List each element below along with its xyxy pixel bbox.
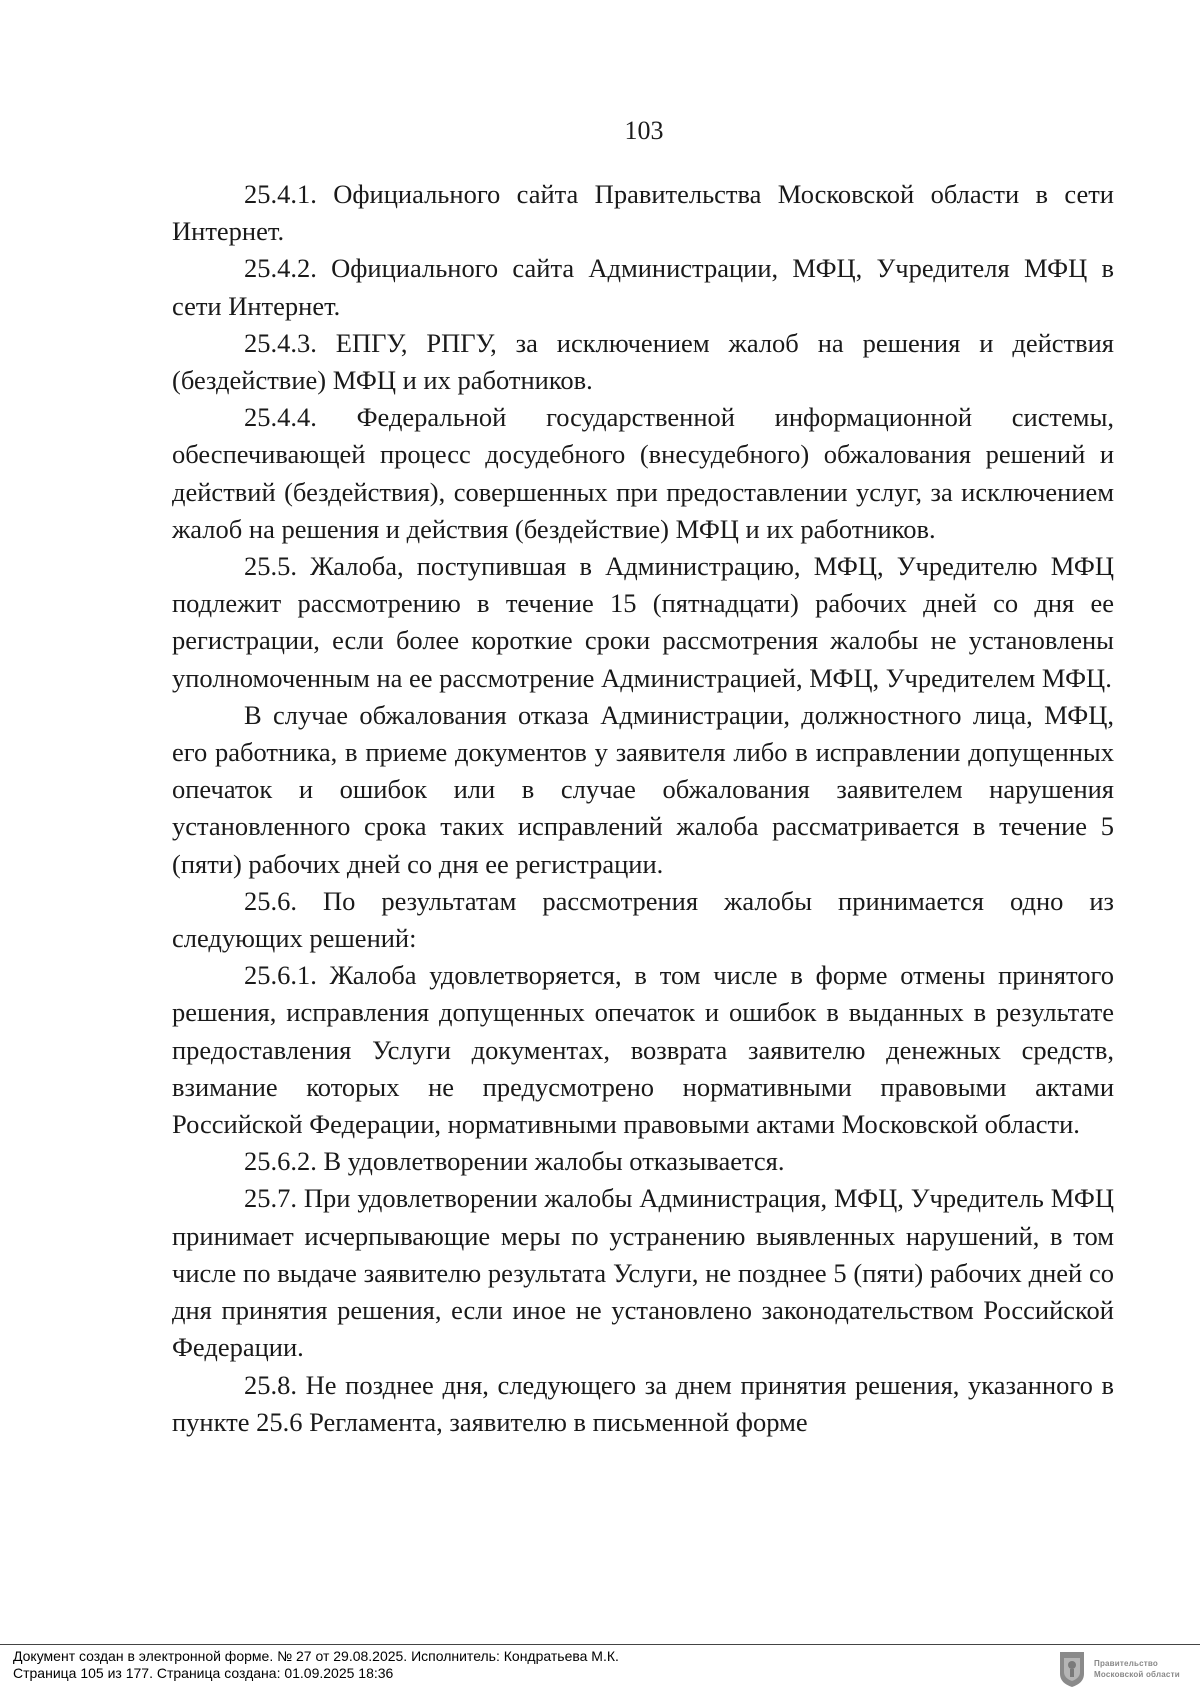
paragraph: В случае обжалования отказа Администрации, должностного лица, МФЦ, его работника, в приеме документов у заявителя либо в исправлении допущенных опечаток и ошибок или в случае обжалования заявителем нарушения установленного срока таких исправлений жалоба рассматривается в течение 5 (пяти) рабочих дней со дня ее регистрации. <box>172 699 1114 879</box>
footer-document-info: Документ создан в электронной форме. № 27 от 29.08.2025. Исполнитель: Кондратьева М.К. <box>13 1648 619 1664</box>
paragraph: 25.4.2. Официального сайта Администрации, МФЦ, Учредителя МФЦ в сети Интернет. <box>172 253 1114 321</box>
moscow-region-emblem-icon <box>1058 1650 1086 1688</box>
paragraph: 25.7. При удовлетворении жалобы Администрация, МФЦ, Учредитель МФЦ принимает исчерпывающие меры по устранению выявленных нарушений, в том числе по выдаче заявителю результата Услуги, не позднее 5 (пяти) рабочих дней со дня принятия решения, если иное не установлено законодательством Российской Федерации. <box>172 1183 1114 1363</box>
paragraph: 25.6. По результатам рассмотрения жалобы принимается одно из следующих решений: <box>172 885 1114 954</box>
paragraph: 25.4.3. ЕПГУ, РПГУ, за исключением жалоб на решения и действия (бездействие) МФЦ и их работников. <box>172 327 1114 396</box>
paragraph: 25.4.1. Официального сайта Правительства Московской области в сети Интернет. <box>172 179 1114 247</box>
government-logo <box>1058 1648 1196 1690</box>
footer-page-info: Страница 105 из 177. Страница создана: 01.09.2025 18:36 <box>13 1665 394 1681</box>
paragraph: 25.8. Не позднее дня, следующего за днем принятия решения, указанного в пункте 25.6 Регламента, заявителю в письменной форме <box>172 1369 1114 1437</box>
footer-divider <box>0 1644 1200 1645</box>
logo-text: Правительство Московской области <box>1094 1659 1180 1679</box>
paragraph: 25.4.4. Федеральной государственной информационной системы, обеспечивающей процесс досудебного (внесудебного) обжалования решений и действий (бездействия), совершенных при предоставлении услуг, за исключением жалоб на решения и действия (бездействие) МФЦ и их работников. <box>172 402 1114 544</box>
paragraph: 25.5. Жалоба, поступившая в Администрацию, МФЦ, Учредителю МФЦ подлежит рассмотрению в течение 15 (пятнадцати) рабочих дней со дня ее регистрации, если более короткие сроки рассмотрения жалобы не установлены уполномоченным на ее рассмотрение Администрацией, МФЦ, Учредителем МФЦ. <box>172 551 1114 693</box>
page-number: 103 <box>624 116 664 145</box>
paragraph: 25.6.1. Жалоба удовлетворяется, в том числе в форме отмены принятого решения, исправления допущенных опечаток и ошибок в выданных в результате предоставления Услуги документах, возврата заявителю денежных средств, взимание которых не предусмотрено нормативными правовыми актами Российской Федерации, нормативными правовыми актами Московской области. <box>172 960 1114 1140</box>
paragraph: 25.6.2. В удовлетворении жалобы отказывается. <box>244 1146 785 1177</box>
document-body <box>172 176 1114 1441</box>
footer <box>13 1648 619 1682</box>
